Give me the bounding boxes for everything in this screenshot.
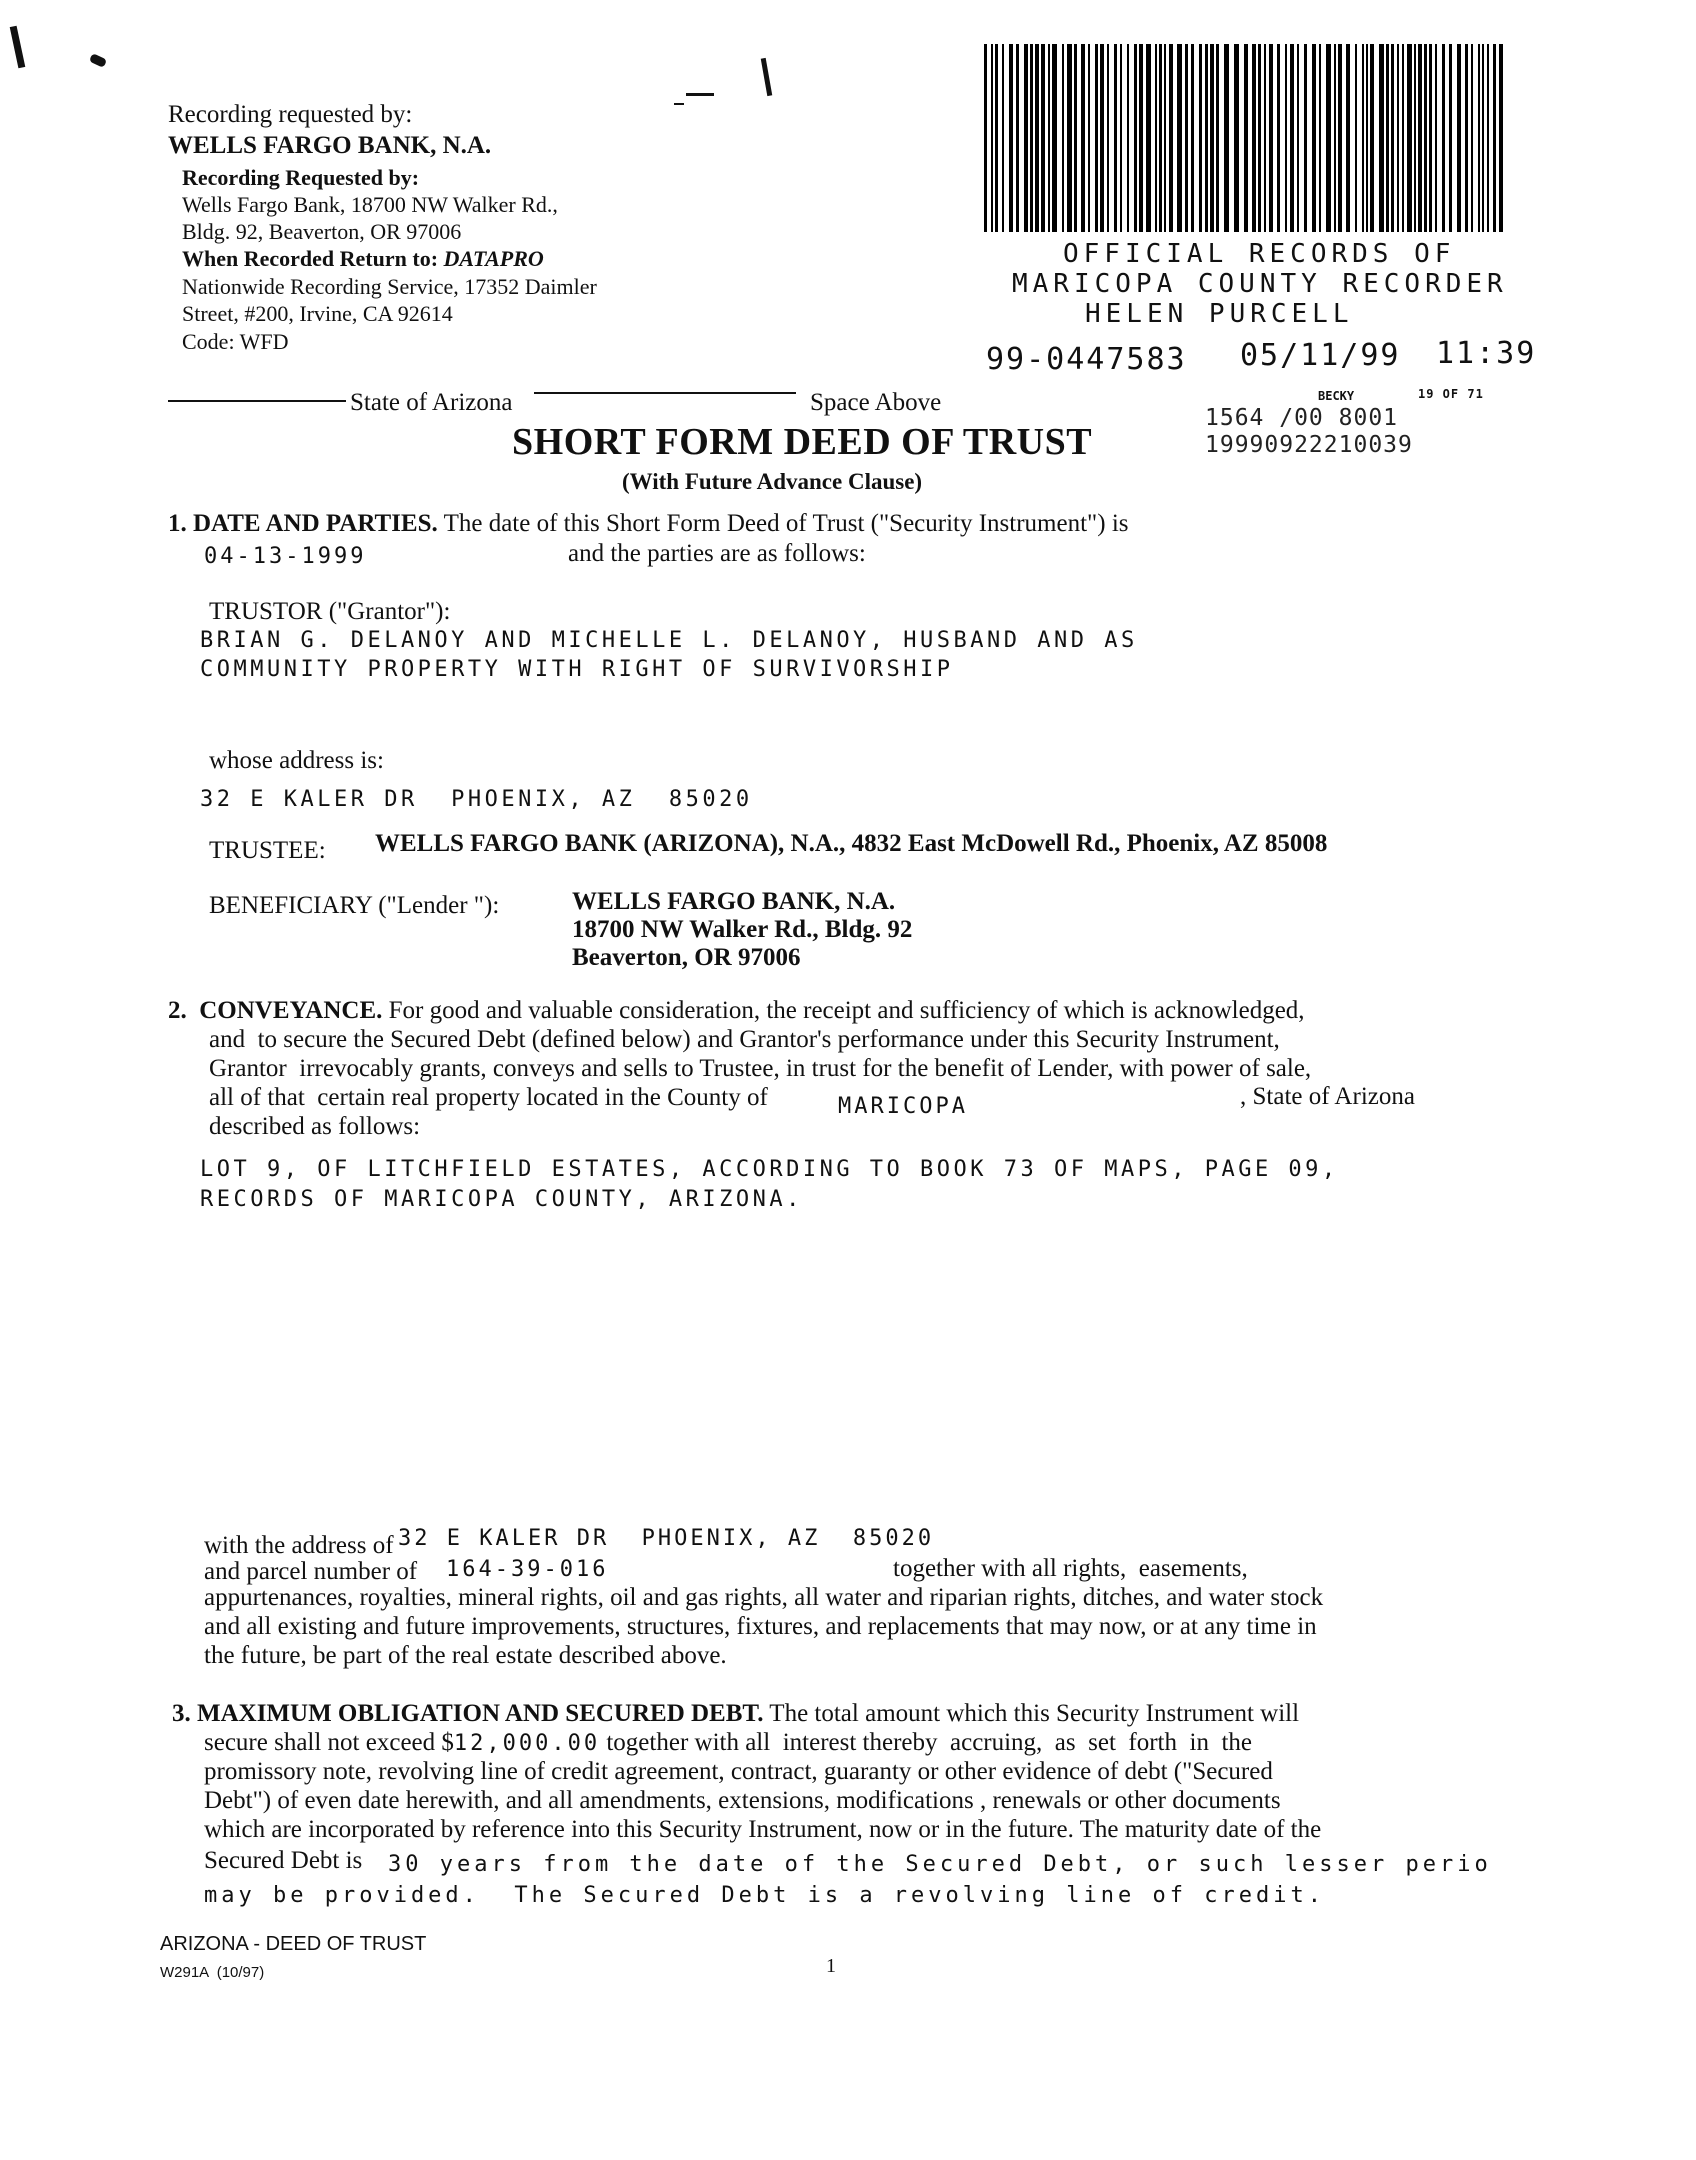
property-address: 32 E KALER DR PHOENIX, AZ 85020 [398,1526,935,1551]
barcode-bar [1478,44,1480,232]
barcode-bar [1391,44,1394,232]
barcode-bar [1067,44,1072,232]
when-recorded-line [182,245,544,272]
barcode-bar [1191,44,1194,232]
barcode-bar [1062,44,1064,232]
section-2-line-9: the future, be part of the real estate described above. [204,1642,727,1669]
barcode-bar [1487,44,1489,232]
recorder-line-2: MARICOPA COUNTY RECORDER [1012,269,1508,299]
together-text: together with all rights, easements, [893,1555,1248,1582]
document-title: SHORT FORM DEED OF TRUST [512,421,1093,463]
recording-time: 11:39 [1436,336,1537,371]
section-2-line-1 [168,996,1305,1026]
section-1-text: The date of this Short Form Deed of Trust ("Security Instrument") is [443,510,1129,537]
barcode-bar [1424,44,1427,232]
section-2-text: For good and valuable consideration, the receipt and sufficiency of which is acknowledged, [388,997,1305,1024]
section-3-line-2 [204,1728,1252,1759]
barcode-bar [1338,44,1342,232]
barcode-bar [1216,44,1219,232]
beneficiary-address-1: 18700 NW Walker Rd., Bldg. 92 [572,916,913,943]
barcode-bar [984,44,987,232]
barcode-bar [1185,44,1188,232]
barcode-bar [1095,44,1098,232]
form-number: W291A (10/97) [160,1964,265,1981]
section-2-heading: CONVEYANCE. [199,997,383,1024]
barcode-bar [1224,44,1229,232]
maturity-text-2: may be provided. The Secured Debt is a revolving line of credit. [204,1883,1325,1908]
barcode-bar [1362,44,1364,232]
barcode-bar [1449,44,1452,232]
section-1-heading: DATE AND PARTIES. [193,510,438,537]
barcode-bar [1041,44,1045,232]
trustor-names-1: BRIAN G. DELANOY AND MICHELLE L. DELANOY, HUSBAND AND AS [200,628,1138,653]
section-2-line-4: all of that certain real property located in the County of [209,1084,768,1111]
barcode-bar [1471,44,1473,232]
section-2-number: 2. [168,997,187,1024]
section-3-line-5: which are incorporated by reference into this Security Instrument, now or in the future. The maturity date of the [204,1816,1322,1843]
maturity-text-1: 30 years from the date of the Secured Debt, or such lesser perio [388,1852,1492,1877]
recording-document-number: 99-0447583 [986,342,1187,377]
barcode-bar [1244,44,1248,232]
barcode-bar [1465,44,1468,232]
when-recorded-value: DATAPRO [443,246,544,271]
barcode-bar [1435,44,1437,232]
barcode-bar [1269,44,1273,232]
recording-code: Code: WFD [182,329,289,354]
beneficiary-name: WELLS FARGO BANK, N.A. [572,888,896,915]
barcode-bar [1081,44,1085,232]
scan-mark [674,103,684,105]
section-1-number: 1. [168,510,187,537]
space-above-label: Space Above [810,389,942,416]
whose-address-label: whose address is: [209,747,384,774]
barcode-bar [1024,44,1028,232]
scan-mark [686,93,714,96]
barcode-bar [1107,44,1109,232]
barcode-bar [1355,44,1357,232]
barcode-bar [1379,44,1384,232]
scan-mark [89,53,107,68]
barcode-bar [1127,44,1129,232]
barcode-bar [1370,44,1374,232]
barcode-bar [1418,44,1422,232]
recording-requested-label: Recording requested by: [168,101,413,128]
max-amount-label: secure shall not exceed $ [204,1729,454,1756]
recorder-page-count: 19 OF 71 [1418,387,1484,401]
return-address-1: Nationwide Recording Service, 17352 Daimler [182,274,597,299]
separator-rule [534,392,796,394]
parcel-label: and parcel number of [204,1558,418,1585]
barcode [982,44,1510,232]
section-2-line-2: and to secure the Secured Debt (defined below) and Grantor's performance under this Security Instrument, [209,1026,1280,1053]
barcode-bar [1210,44,1214,232]
barcode-bar [1429,44,1432,232]
barcode-bar [1114,44,1117,232]
barcode-bar [1146,44,1151,232]
barcode-bar [1052,44,1057,232]
barcode-bar [1346,44,1350,232]
recorder-line-1: OFFICIAL RECORDS OF [1063,239,1456,269]
barcode-bar [1414,44,1416,232]
scan-mark [761,58,773,96]
barcode-bar [1482,44,1484,232]
barcode-bar [1297,44,1299,232]
recorder-clerk: BECKY [1318,389,1355,403]
barcode-bar [1326,44,1331,232]
barcode-bar [1442,44,1445,232]
county-value: MARICOPA [838,1094,968,1119]
barcode-bar [1199,44,1202,232]
barcode-bar [1402,44,1404,232]
barcode-bar [1100,44,1104,232]
section-3-line-3: promissory note, revolving line of credit agreement, contract, guaranty or other evidence of debt ("Secured [204,1758,1273,1785]
trustee-label: TRUSTEE: [209,837,326,864]
section-3-text: The total amount which this Security Instrument will [769,1700,1300,1727]
barcode-bar [1397,44,1399,232]
trustor-label: TRUSTOR ("Grantor"): [209,598,451,625]
beneficiary-address-2: Beaverton, OR 97006 [572,944,801,971]
barcode-bar [1334,44,1336,232]
form-title: ARIZONA - DEED OF TRUST [160,1933,427,1955]
barcode-bar [1002,44,1004,232]
barcode-bar [1312,44,1316,232]
barcode-bar [1366,44,1368,232]
barcode-bar [1030,44,1033,232]
scan-mark [10,26,26,69]
barcode-bar [1499,44,1503,232]
section-3-line-1 [172,1699,1299,1729]
recording-date: 05/11/99 [1240,338,1401,373]
section-3-line-4: Debt") of even date herewith, and all amendments, extensions, modifications , renewals or other documents [204,1787,1281,1814]
state-of-arizona-text: , State of Arizona [1240,1083,1415,1110]
beneficiary-label: BENEFICIARY ("Lender "): [209,892,500,919]
barcode-bar [1493,44,1496,232]
barcode-bar [1155,44,1157,232]
barcode-bar [1088,44,1090,232]
requester-address-2: Bldg. 92, Beaverton, OR 97006 [182,219,462,244]
parties-text: and the parties are as follows: [568,540,866,567]
barcode-bar [1407,44,1412,232]
barcode-bar [1009,44,1013,232]
legal-description-2: RECORDS OF MARICOPA COUNTY, ARIZONA. [200,1187,803,1212]
page-number: 1 [826,1955,836,1977]
barcode-bar [1386,44,1389,232]
barcode-bar [1164,44,1166,232]
section-2-line-8: and all existing and future improvements, structures, fixtures, and replacements that may now, or at any time in [204,1613,1317,1640]
max-amount: 12,000.00 [453,1731,601,1756]
barcode-bar [1205,44,1208,232]
return-address-2: Street, #200, Irvine, CA 92614 [182,301,453,326]
barcode-bar [1234,44,1239,232]
described-as-text: described as follows: [209,1113,421,1140]
maturity-label: Secured Debt is [204,1847,363,1874]
requester-address-1: Wells Fargo Bank, 18700 NW Walker Rd., [182,192,558,217]
barcode-bar [1457,44,1461,232]
section-2-line-7: appurtenances, royalties, mineral rights, oil and gas rights, all water and riparian rights, ditches, and water stock [204,1584,1324,1611]
max-amount-text: together with all interest thereby accruing, as set forth in the [606,1729,1252,1756]
barcode-bar [1139,44,1143,232]
barcode-bar [995,44,998,232]
with-address-label: with the address of [204,1532,394,1559]
barcode-bar [1169,44,1173,232]
barcode-bar [1264,44,1266,232]
trustor-names-2: COMMUNITY PROPERTY WITH RIGHT OF SURVIVORSHIP [200,657,954,682]
when-recorded-label: When Recorded Return to: [182,246,439,271]
barcode-bar [1319,44,1321,232]
recording-requested-label-2: Recording Requested by: [182,165,420,190]
barcode-bar [1016,44,1019,232]
barcode-bar [1035,44,1039,232]
instrument-date: 04-13-1999 [204,544,367,569]
barcode-bar [1285,44,1287,232]
recorder-reference-2: 19990922210039 [1205,432,1413,458]
barcode-bar [1159,44,1162,232]
barcode-bar [991,44,993,232]
parcel-number: 164-39-016 [446,1557,609,1582]
barcode-bar [1177,44,1182,232]
document-subtitle: (With Future Advance Clause) [622,469,923,494]
bank-name: WELLS FARGO BANK, N.A. [168,132,492,159]
separator-rule [168,400,346,402]
section-3-number: 3. [172,1700,191,1727]
barcode-bar [1252,44,1256,232]
barcode-bar [1074,44,1077,232]
legal-description-1: LOT 9, OF LITCHFIELD ESTATES, ACCORDING TO BOOK 73 OF MAPS, PAGE 09, [200,1157,1339,1182]
barcode-bar [1134,44,1137,232]
barcode-bar [1304,44,1307,232]
recorder-line-3: HELEN PURCELL [1085,299,1354,329]
trustor-address: 32 E KALER DR PHOENIX, AZ 85020 [200,787,753,812]
recorder-reference-1: 1564 /00 8001 [1205,405,1399,431]
barcode-bar [1048,44,1050,232]
barcode-bar [1258,44,1261,232]
barcode-bar [1120,44,1122,232]
barcode-bar [1277,44,1280,232]
section-2-line-3: Grantor irrevocably grants, conveys and sells to Trustee, in trust for the benefit of Lender, with power of sale, [209,1055,1312,1082]
barcode-bar [1290,44,1294,232]
trustee-value: WELLS FARGO BANK (ARIZONA), N.A., 4832 East McDowell Rd., Phoenix, AZ 85008 [375,830,1328,857]
section-3-heading: MAXIMUM OBLIGATION AND SECURED DEBT. [197,1700,764,1727]
state-label: State of Arizona [350,389,513,416]
section-1-intro [168,509,1129,539]
